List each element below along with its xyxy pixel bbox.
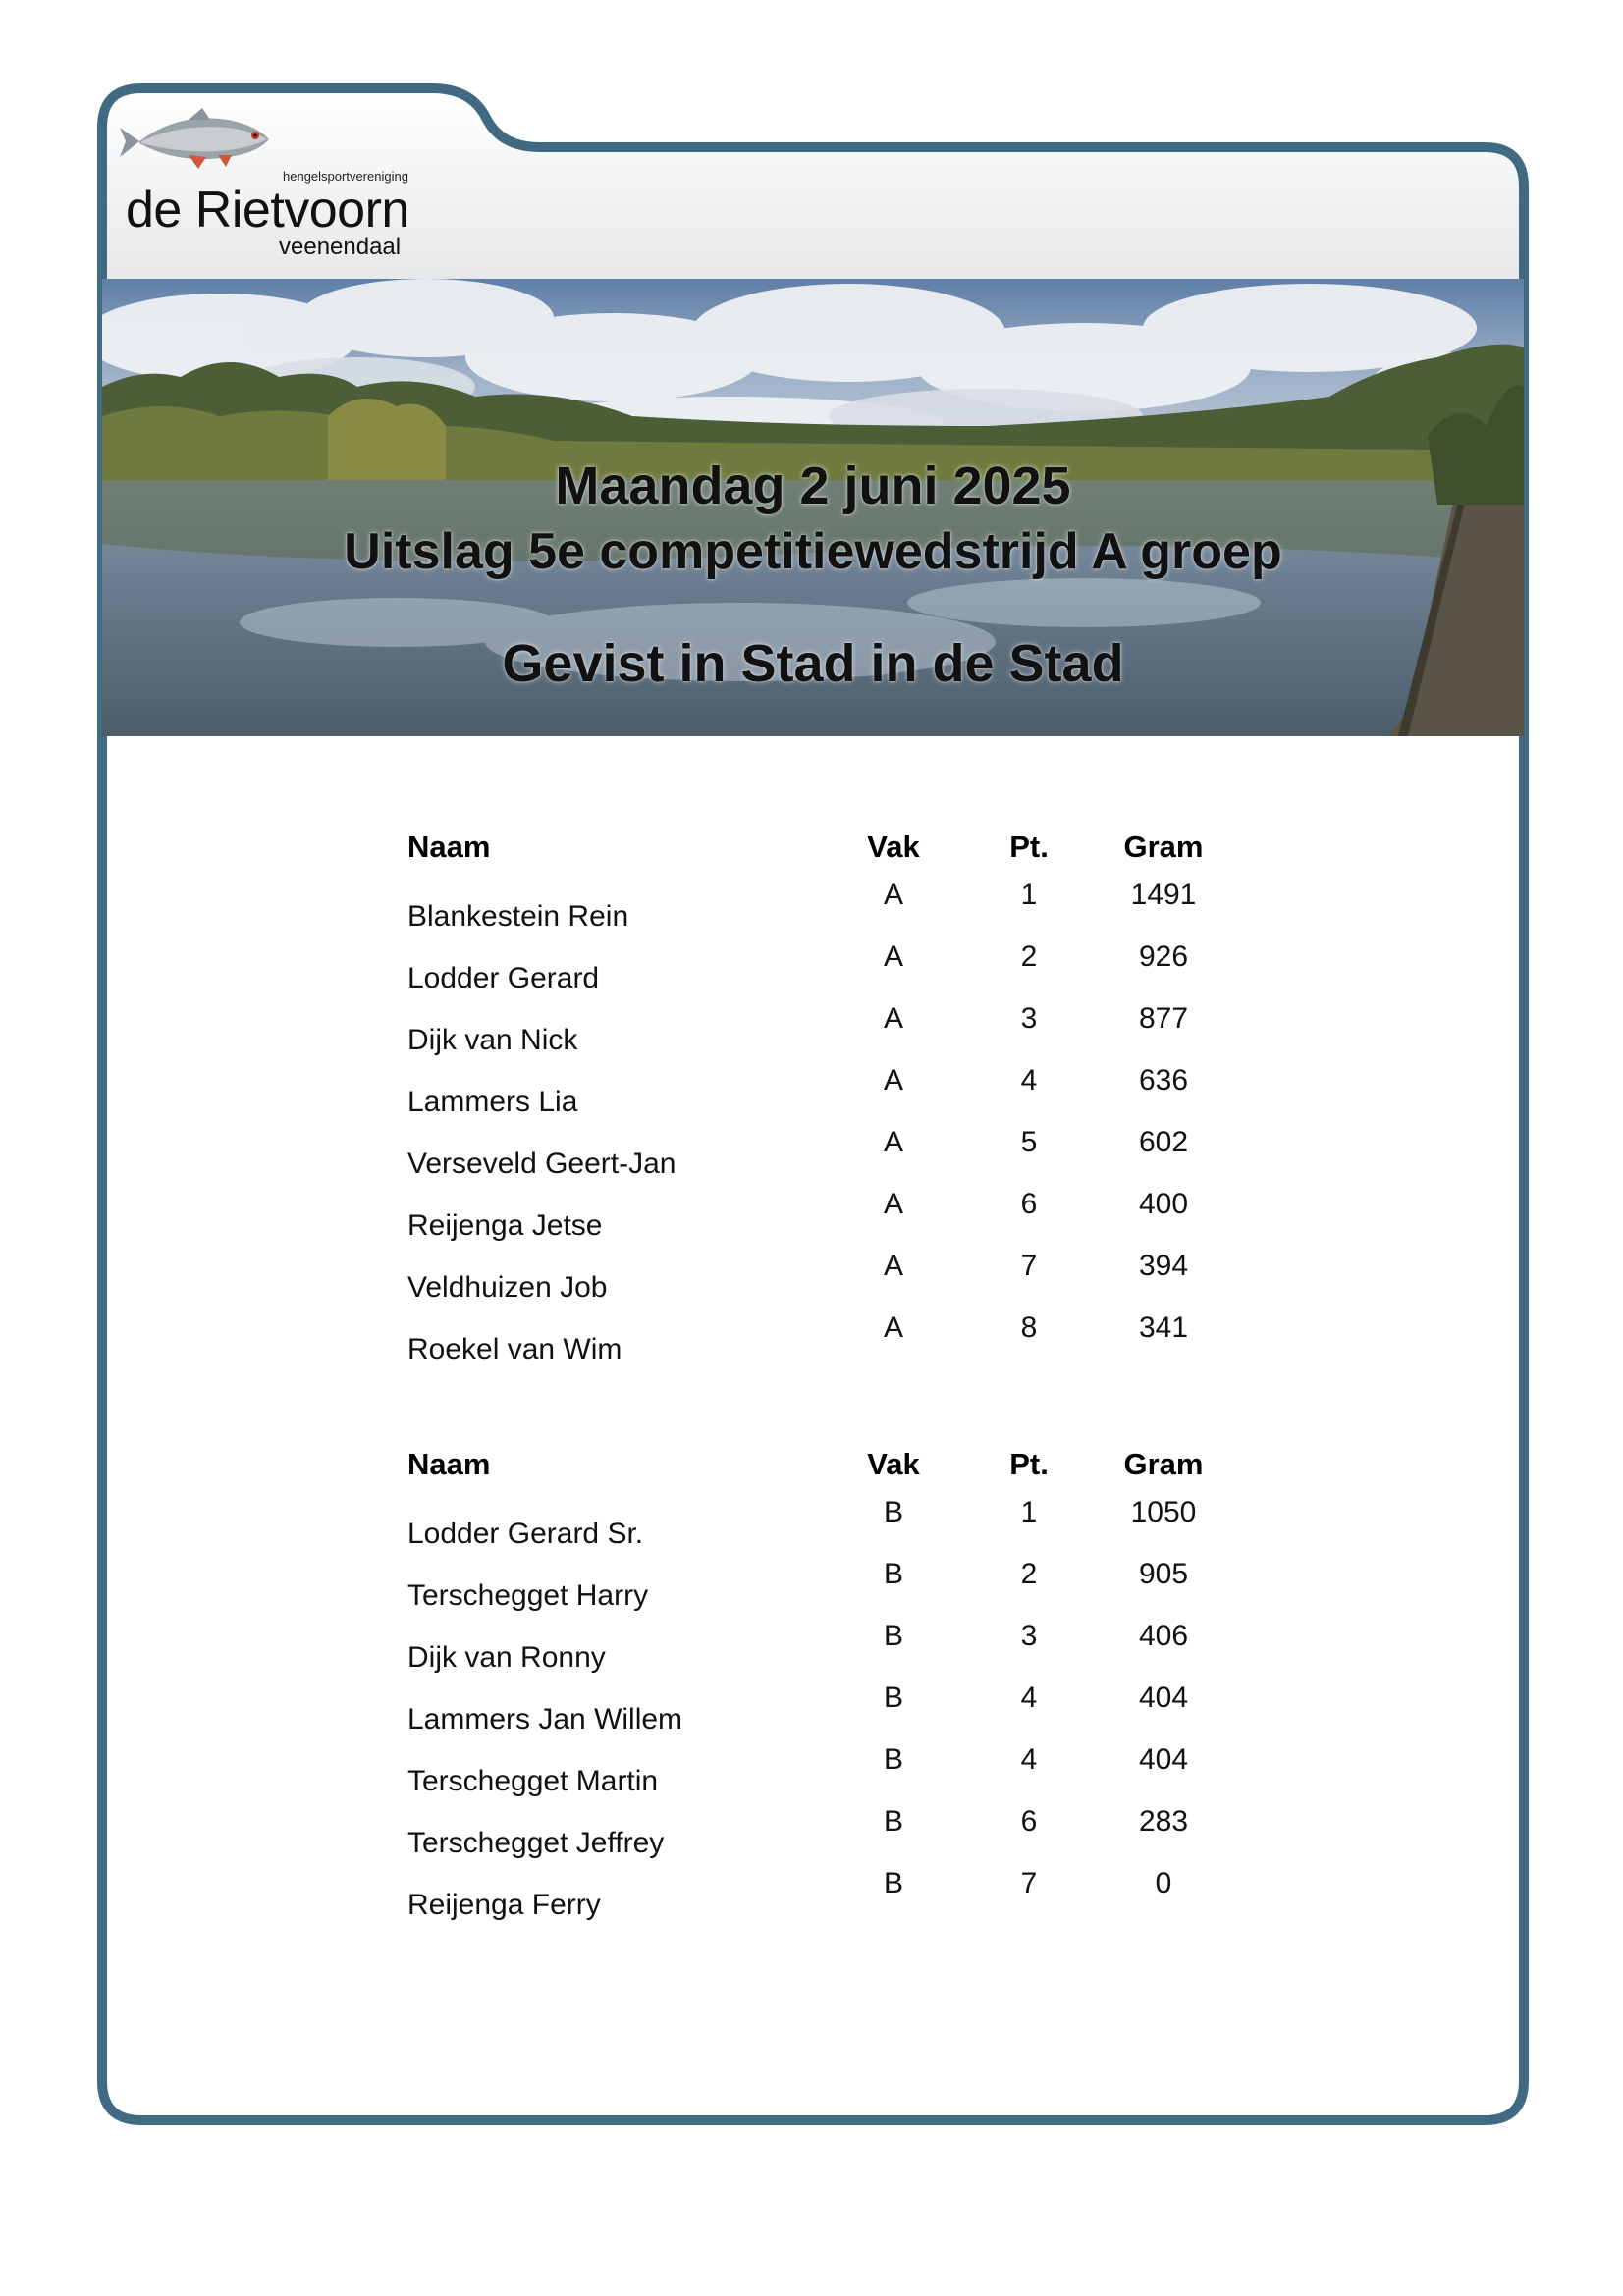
cell-gram: 341 — [1138, 1311, 1189, 1344]
cell-pt: 2 — [1020, 1558, 1038, 1590]
table-row — [407, 1002, 1252, 1064]
cell-name: Veldhuizen Job — [407, 1271, 608, 1304]
cell-vak: A — [883, 1002, 903, 1035]
header-gram: Gram — [1123, 1447, 1204, 1481]
cell-pt: 8 — [1020, 1311, 1038, 1344]
cell-vak: B — [883, 1682, 903, 1714]
table-row — [407, 1867, 1252, 1929]
cell-pt: 7 — [1020, 1250, 1038, 1282]
cell-gram: 1050 — [1130, 1496, 1197, 1528]
cell-gram: 0 — [1155, 1867, 1172, 1899]
cell-gram: 636 — [1138, 1064, 1189, 1096]
cell-gram: 926 — [1138, 940, 1189, 973]
fish-icon — [120, 106, 277, 175]
cell-vak: A — [883, 1250, 903, 1282]
club-logo — [116, 106, 430, 263]
cell-gram: 905 — [1138, 1558, 1189, 1590]
cell-pt: 2 — [1020, 940, 1038, 973]
cell-pt: 3 — [1020, 1620, 1038, 1652]
cell-name: Lammers Lia — [407, 1086, 578, 1118]
cell-name: Lammers Jan Willem — [407, 1703, 683, 1735]
cell-name: Verseveld Geert-Jan — [407, 1148, 676, 1180]
table-row — [407, 1311, 1252, 1373]
cell-vak: B — [883, 1558, 903, 1590]
header-name: Naam — [407, 829, 491, 864]
cell-vak: A — [883, 940, 903, 973]
cell-gram: 602 — [1138, 1126, 1189, 1158]
cell-name: Reijenga Ferry — [407, 1889, 601, 1921]
cell-name: Terschegget Jeffrey — [407, 1827, 665, 1859]
header-gram: Gram — [1123, 829, 1204, 864]
cell-pt: 4 — [1020, 1064, 1038, 1096]
cell-name: Lodder Gerard Sr. — [407, 1518, 644, 1550]
cell-name: Terschegget Harry — [407, 1579, 649, 1612]
table-row — [407, 1743, 1252, 1805]
table-row — [407, 1188, 1252, 1250]
cell-vak: B — [883, 1805, 903, 1838]
header-vak: Vak — [867, 829, 920, 864]
cell-pt: 6 — [1020, 1188, 1038, 1220]
event-location: Gevist in Stad in de Stad — [502, 634, 1124, 693]
header-name: Naam — [407, 1447, 491, 1481]
cell-gram: 1491 — [1130, 879, 1197, 911]
cell-name: Roekel van Wim — [407, 1333, 622, 1365]
cell-name: Terschegget Martin — [407, 1765, 659, 1797]
table-row — [407, 1682, 1252, 1743]
cell-name: Blankestein Rein — [407, 900, 629, 933]
table-row — [407, 1496, 1252, 1558]
table-row — [407, 1064, 1252, 1126]
event-subtitle: Uitslag 5e competitiewedstrijd A groep — [344, 523, 1282, 580]
cell-name: Dijk van Ronny — [407, 1641, 606, 1674]
header-pt: Pt. — [1009, 1447, 1049, 1481]
header-vak: Vak — [867, 1447, 920, 1481]
cell-name: Reijenga Jetse — [407, 1209, 603, 1242]
cell-gram: 404 — [1138, 1682, 1189, 1714]
cell-pt: 4 — [1020, 1682, 1038, 1714]
table-row — [407, 1805, 1252, 1867]
club-name: de Rietvoorn — [126, 182, 409, 239]
table-row — [407, 1126, 1252, 1188]
cell-vak: A — [883, 879, 903, 911]
cell-vak: B — [883, 1496, 903, 1528]
cell-vak: B — [883, 1743, 903, 1776]
cell-vak: A — [883, 1126, 903, 1158]
table-row — [407, 1250, 1252, 1311]
cell-name: Lodder Gerard — [407, 962, 600, 994]
cell-gram: 877 — [1138, 1002, 1189, 1035]
cell-pt: 6 — [1020, 1805, 1038, 1838]
cell-gram: 400 — [1138, 1188, 1189, 1220]
cell-pt: 3 — [1020, 1002, 1038, 1035]
table-row — [407, 1558, 1252, 1620]
cell-vak: B — [883, 1620, 903, 1652]
table-header — [407, 1447, 1252, 1496]
cell-gram: 406 — [1138, 1620, 1189, 1652]
cell-pt: 1 — [1020, 879, 1038, 911]
results-table-a — [407, 829, 1252, 1373]
table-header — [407, 829, 1252, 879]
table-row — [407, 940, 1252, 1002]
cell-vak: B — [883, 1867, 903, 1899]
event-date: Maandag 2 juni 2025 — [555, 456, 1071, 515]
table-row — [407, 879, 1252, 940]
cell-pt: 1 — [1020, 1496, 1038, 1528]
club-city: veenendaal — [279, 234, 402, 260]
header-pt: Pt. — [1009, 829, 1049, 864]
cell-vak: A — [883, 1064, 903, 1096]
cell-name: Dijk van Nick — [407, 1024, 578, 1056]
cell-pt: 5 — [1020, 1126, 1038, 1158]
cell-pt: 4 — [1020, 1743, 1038, 1776]
results-table-b — [407, 1447, 1252, 1929]
cell-pt: 7 — [1020, 1867, 1038, 1899]
cell-vak: A — [883, 1311, 903, 1344]
cell-gram: 394 — [1138, 1250, 1189, 1282]
association-type: hengelsportvereniging — [283, 169, 408, 184]
cell-gram: 404 — [1138, 1743, 1189, 1776]
cell-gram: 283 — [1138, 1805, 1189, 1838]
table-row — [407, 1620, 1252, 1682]
cell-vak: A — [883, 1188, 903, 1220]
